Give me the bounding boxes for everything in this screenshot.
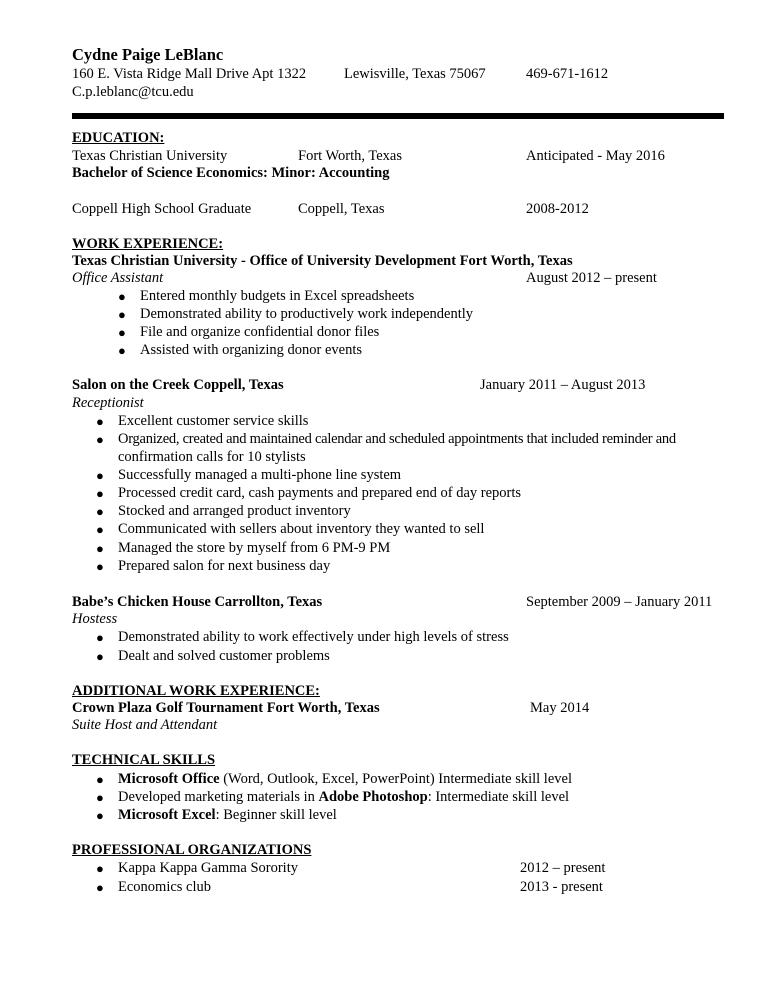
bullet-icon: ●	[96, 630, 104, 645]
education-location: Coppell, Texas	[298, 201, 385, 217]
job-title: Office Assistant	[72, 270, 164, 286]
bullet-icon: ●	[96, 504, 104, 519]
additional-dates: May 2014	[530, 700, 590, 716]
bullet-icon: ●	[96, 432, 104, 447]
job-employer: Babe’s Chicken House Carrollton, Texas	[72, 594, 323, 610]
education-degree: Bachelor of Science Economics: Minor: Accounting	[72, 165, 390, 181]
bullet-icon: ●	[96, 861, 104, 876]
job-employer: Texas Christian University - Office of University Development Fort Worth, Texas	[72, 253, 573, 269]
list-item: Demonstrated ability to work effectively under high levels of stress	[118, 629, 509, 645]
skill-name: Microsoft Office	[118, 771, 220, 787]
list-item: File and organize confidential donor files	[140, 324, 380, 340]
bullet-icon: ●	[118, 289, 126, 304]
education-heading: EDUCATION:	[72, 130, 165, 146]
job-title: Receptionist	[72, 395, 144, 411]
skill-detail: : Beginner skill level	[215, 807, 337, 823]
bullet-icon: ●	[118, 343, 126, 358]
bullet-icon: ●	[96, 790, 104, 805]
list-item: Managed the store by myself from 6 PM-9 PM	[118, 540, 391, 556]
organization-dates: 2013 - present	[520, 879, 603, 895]
list-item: Excellent customer service skills	[118, 413, 309, 429]
job-dates: January 2011 – August 2013	[480, 377, 646, 393]
education-dates: Anticipated - May 2016	[526, 148, 665, 164]
skill-prefix: Developed marketing materials in	[118, 789, 319, 805]
bullet-icon: ●	[96, 414, 104, 429]
bullet-icon: ●	[96, 522, 104, 537]
skill-detail: : Intermediate skill level	[427, 789, 570, 805]
skill-name: Adobe Photoshop	[318, 789, 428, 805]
job-employer: Salon on the Creek Coppell, Texas	[72, 377, 284, 393]
skill-detail: (Word, Outlook, Excel, PowerPoint) Intermediate skill level	[219, 771, 572, 787]
work-heading: WORK EXPERIENCE:	[72, 236, 224, 252]
list-item: Demonstrated ability to productively work independently	[140, 306, 474, 322]
skill-item	[118, 807, 337, 824]
bullet-icon: ●	[96, 772, 104, 787]
education-location: Fort Worth, Texas	[298, 148, 403, 164]
additional-title: Suite Host and Attendant	[72, 717, 218, 733]
skills-heading: TECHNICAL SKILLS	[72, 752, 216, 768]
resume-name: Cydne Paige LeBlanc	[72, 45, 224, 64]
email: C.p.leblanc@tcu.edu	[72, 84, 194, 100]
job-dates: August 2012 – present	[526, 270, 657, 286]
bullet-icon: ●	[96, 486, 104, 501]
skill-name: Microsoft Excel	[118, 807, 216, 823]
list-item: Processed credit card, cash payments and prepared end of day reports	[118, 485, 522, 501]
organizations-heading: PROFESSIONAL ORGANIZATIONS	[72, 842, 312, 858]
education-school: Texas Christian University	[72, 148, 228, 164]
list-item: Assisted with organizing donor events	[140, 342, 363, 358]
header-divider	[72, 113, 724, 119]
organization-dates: 2012 – present	[520, 860, 606, 876]
list-item: Communicated with sellers about inventory they wanted to sell	[118, 521, 485, 537]
skill-item	[118, 771, 572, 788]
phone: 469-671-1612	[526, 66, 609, 82]
list-item: Organized, created and maintained calendar and scheduled appointments that included reminder and	[118, 431, 676, 447]
bullet-icon: ●	[96, 649, 104, 664]
skill-item	[118, 789, 569, 806]
bullet-icon: ●	[118, 325, 126, 340]
city: Lewisville, Texas 75067	[344, 66, 486, 82]
bullet-icon: ●	[96, 808, 104, 823]
bullet-icon: ●	[96, 880, 104, 895]
organization-name: Economics club	[118, 879, 212, 895]
list-item: Successfully managed a multi-phone line system	[118, 467, 402, 483]
list-item: Entered monthly budgets in Excel spreadsheets	[140, 288, 415, 304]
organization-name: Kappa Kappa Gamma Sorority	[118, 860, 298, 876]
education-school: Coppell High School Graduate	[72, 201, 252, 217]
bullet-icon: ●	[96, 468, 104, 483]
list-item-continued: confirmation calls for 10 stylists	[118, 449, 306, 465]
bullet-icon: ●	[118, 307, 126, 322]
additional-employer: Crown Plaza Golf Tournament Fort Worth, Texas	[72, 700, 380, 716]
list-item: Stocked and arranged product inventory	[118, 503, 351, 519]
education-dates: 2008-2012	[526, 201, 589, 217]
job-dates: September 2009 – January 2011	[526, 594, 713, 610]
bullet-icon: ●	[96, 559, 104, 574]
bullet-icon: ●	[96, 541, 104, 556]
list-item: Dealt and solved customer problems	[118, 648, 330, 664]
additional-heading: ADDITIONAL WORK EXPERIENCE:	[72, 683, 320, 699]
list-item: Prepared salon for next business day	[118, 558, 331, 574]
job-title: Hostess	[72, 611, 118, 627]
address: 160 E. Vista Ridge Mall Drive Apt 1322	[72, 66, 307, 82]
